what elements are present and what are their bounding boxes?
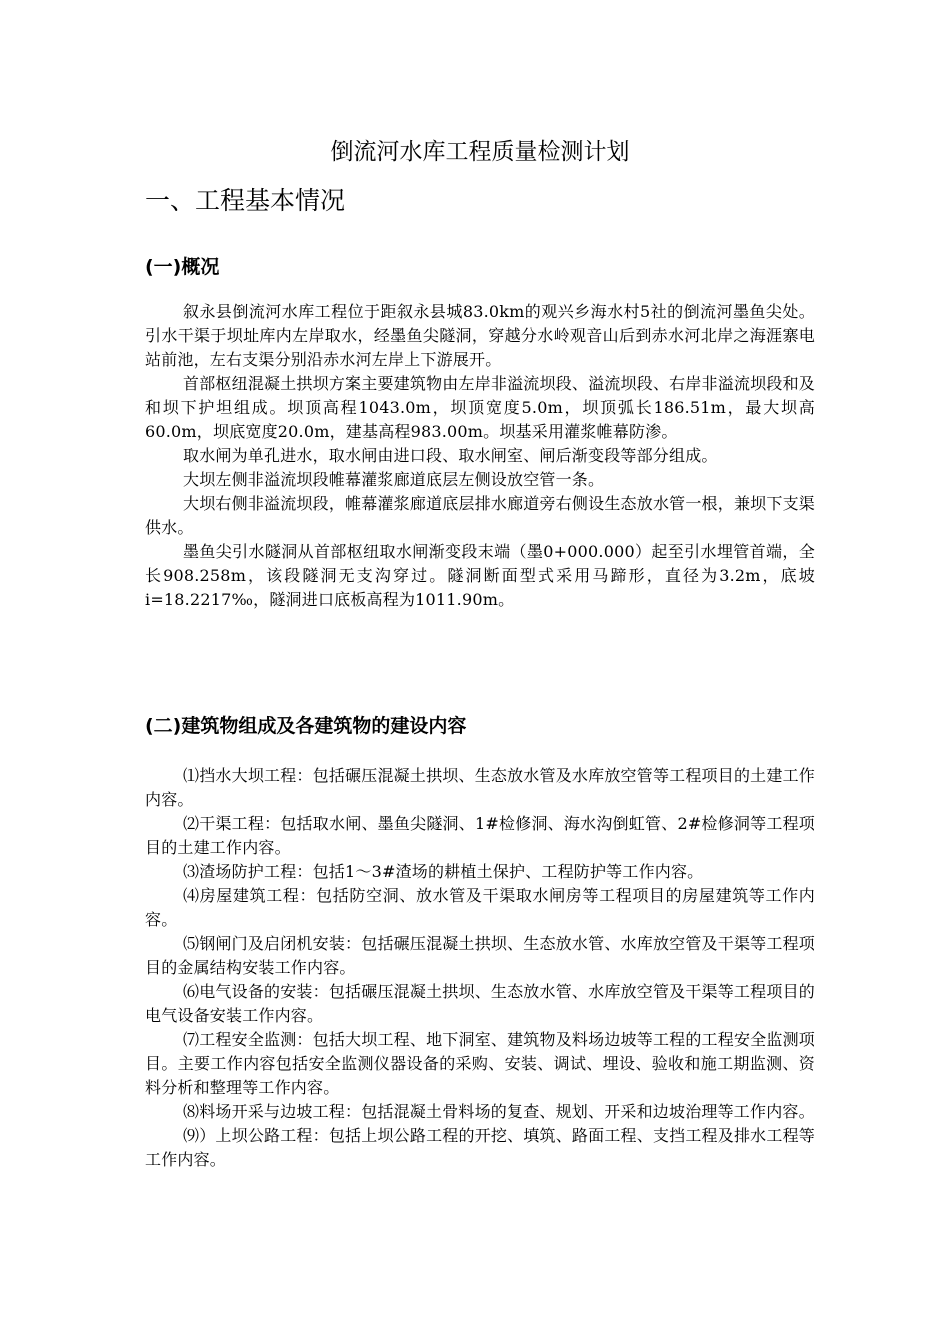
list-item: ⑵干渠工程：包括取水闸、墨鱼尖隧洞、1#检修洞、海水沟倒虹管、2#检修洞等工程项目的土建工作内容。 bbox=[145, 814, 815, 857]
paragraph: 墨鱼尖引水隧洞从首部枢纽取水闸渐变段末端（墨0+000.000）起至引水埋管首端，全长908.258m，该段隧洞无支沟穿过。隧洞断面型式采用马蹄形，直径为3.2m，底坡i=18.2217‰，隧洞进口底板高程为1011.90m。 bbox=[145, 542, 815, 609]
list-item: ⑺工程安全监测：包括大坝工程、地下洞室、建筑物及料场边坡等工程的工程安全监测项目。主要工作内容包括安全监测仪器设备的采购、安装、调试、埋设、验收和施工期监测、资料分析和整理等工作内容。 bbox=[145, 1030, 815, 1097]
paragraph: 首部枢纽混凝土拱坝方案主要建筑物由左岸非溢流坝段、溢流坝段、右岸非溢流坝段和及和坝下护坦组成。坝顶高程1043.0m，坝顶宽度5.0m，坝顶弧长186.51m，最大坝高60.0m，坝底宽度20.0m，建基高程983.00m。坝基采用灌浆帷幕防渗。 bbox=[145, 374, 815, 441]
list-item: ⑹电气设备的安装：包括碾压混凝土拱坝、生态放水管、水库放空管及干渠等工程项目的电气设备安装工作内容。 bbox=[145, 982, 815, 1025]
subsection-heading-overview: (一)概况 bbox=[145, 256, 220, 278]
list-item: ⑻料场开采与边坡工程：包括混凝土骨料场的复查、规划、开采和边坡治理等工作内容。 bbox=[183, 1102, 815, 1121]
paragraph: 取水闸为单孔进水，取水闸由进口段、取水闸室、闸后渐变段等部分组成。 bbox=[183, 446, 718, 465]
section-heading-basic-info: 一、工程基本情况 bbox=[145, 186, 346, 215]
list-item: ⑴挡水大坝工程：包括碾压混凝土拱坝、生态放水管及水库放空管等工程项目的土建工作内容。 bbox=[145, 766, 815, 809]
list-item: ⑷房屋建筑工程：包括防空洞、放水管及干渠取水闸房等工程项目的房屋建筑等工作内容。 bbox=[145, 886, 815, 929]
paragraph: 叙永县倒流河水库工程位于距叙永县城83.0km的观兴乡海水村5社的倒流河墨鱼尖处。引水干渠于坝址库内左岸取水，经墨鱼尖隧洞，穿越分水岭观音山后到赤水河北岸之海涯寨电站前池，左右支渠分别沿赤水河左岸上下游展开。 bbox=[145, 302, 815, 369]
paragraph: 大坝右侧非溢流坝段，帷幕灌浆廊道底层排水廊道旁右侧设生态放水管一根，兼坝下支渠供水。 bbox=[145, 494, 815, 537]
overview-body bbox=[145, 300, 815, 612]
paragraph: 大坝左侧非溢流坝段帷幕灌浆廊道底层左侧设放空管一条。 bbox=[183, 470, 605, 489]
list-item: ⑼）上坝公路工程：包括上坝公路工程的开挖、填筑、路面工程、支挡工程及排水工程等工作内容。 bbox=[145, 1126, 815, 1169]
document-title: 倒流河水库工程质量检测计划 bbox=[330, 139, 630, 165]
subsection-heading-buildings: (二)建筑物组成及各建筑物的建设内容 bbox=[145, 715, 467, 737]
list-item: ⑶渣场防护工程：包括1～3#渣场的耕植土保护、工程防护等工作内容。 bbox=[183, 862, 704, 881]
list-item: ⑸钢闸门及启闭机安装：包括碾压混凝土拱坝、生态放水管、水库放空管及干渠等工程项目的金属结构安装工作内容。 bbox=[145, 934, 815, 977]
buildings-body bbox=[145, 764, 815, 1172]
